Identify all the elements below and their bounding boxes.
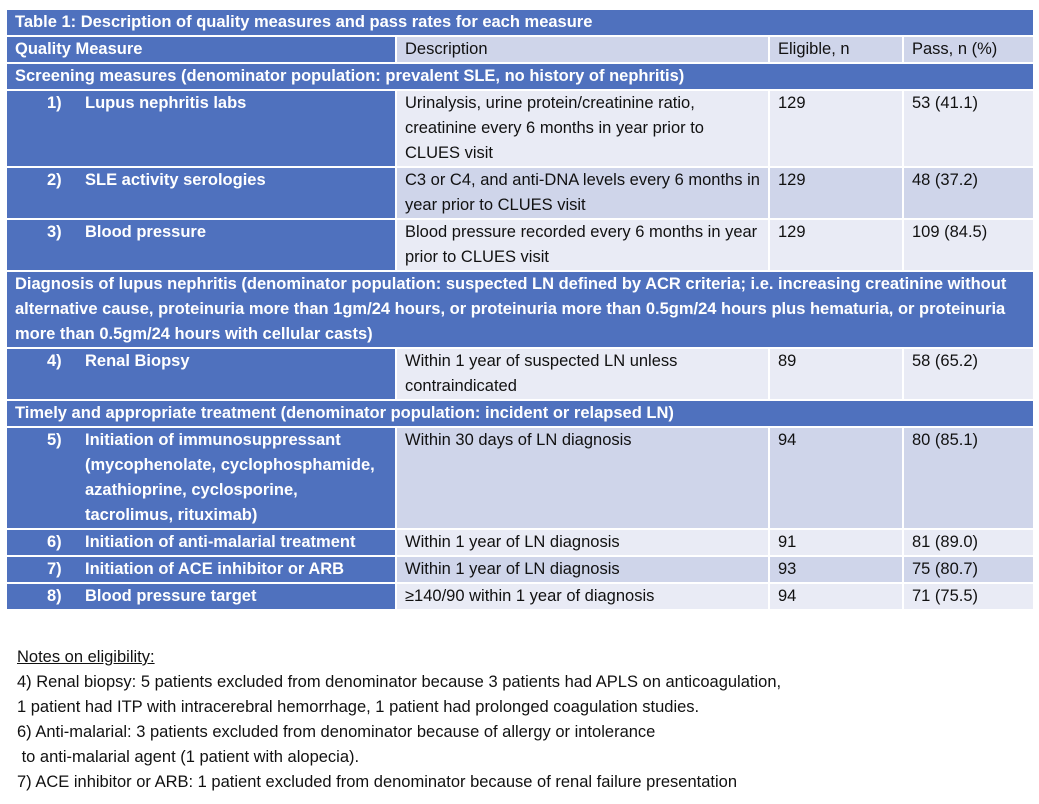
measure-name: Initiation of anti-malarial treatment	[85, 533, 356, 551]
section-header: Timely and appropriate treatment (denominator population: incident or relapsed LN)	[6, 400, 1034, 427]
pass-cell: 48 (37.2)	[903, 167, 1034, 219]
pass-cell: 58 (65.2)	[903, 348, 1034, 400]
note-line: 7) ACE inhibitor or ARB: 1 patient excluded from denominator because of renal failure presentation	[17, 773, 737, 791]
table-row	[6, 556, 1034, 583]
measure-cell	[6, 583, 396, 610]
pass-cell: 75 (80.7)	[903, 556, 1034, 583]
eligible-cell: 93	[769, 556, 903, 583]
measure-name: Initiation of immunosuppressant (mycophenolate, cyclophosphamide, azathioprine, cyclosporine, tacrolimus, rituximab)	[85, 431, 375, 524]
description-cell: Within 30 days of LN diagnosis	[396, 427, 769, 529]
header-quality-measure: Quality Measure	[6, 36, 396, 63]
pass-cell: 80 (85.1)	[903, 427, 1034, 529]
measure-cell	[6, 348, 396, 400]
note-line: 1 patient had ITP with intracerebral hemorrhage, 1 patient had prolonged coagulation studies.	[17, 698, 700, 716]
section-header: Screening measures (denominator population: prevalent SLE, no history of nephritis)	[6, 63, 1034, 90]
measure-cell	[6, 167, 396, 219]
measure-number: 6)	[47, 533, 62, 551]
eligible-cell: 129	[769, 219, 903, 271]
table-row	[6, 529, 1034, 556]
eligible-cell: 94	[769, 427, 903, 529]
measure-number: 3)	[47, 223, 62, 241]
table-row	[6, 427, 1034, 529]
measure-name: Blood pressure	[85, 223, 207, 241]
pass-cell: 81 (89.0)	[903, 529, 1034, 556]
description-cell: Within 1 year of suspected LN unless contraindicated	[396, 348, 769, 400]
pass-cell: 109 (84.5)	[903, 219, 1034, 271]
header-description: Description	[396, 36, 769, 63]
measure-number: 2)	[47, 171, 62, 189]
quality-measures-table	[5, 8, 1035, 611]
eligible-cell: 94	[769, 583, 903, 610]
measure-cell	[6, 219, 396, 271]
measure-cell	[6, 427, 396, 529]
measure-number: 5)	[47, 431, 62, 449]
table-row	[6, 167, 1034, 219]
description-cell: Urinalysis, urine protein/creatinine ratio, creatinine every 6 months in year prior to CLUES visit	[396, 90, 769, 167]
eligible-cell: 89	[769, 348, 903, 400]
measure-name: SLE activity serologies	[85, 171, 266, 189]
measure-number: 7)	[47, 560, 62, 578]
section-header: Diagnosis of lupus nephritis (denominator population: suspected LN defined by ACR criteria; i.e. increasing creatinine without alternative cause, proteinuria more than 1gm/24 hours, or proteinuria more than 0.5gm/24 hours plus hematuria, or proteinuria more than 0.5gm/24 hours with cellular casts)	[6, 271, 1034, 348]
table-title: Table 1: Description of quality measures and pass rates for each measure	[6, 9, 1034, 36]
note-line: to anti-malarial agent (1 patient with alopecia).	[17, 748, 360, 766]
eligible-cell: 129	[769, 90, 903, 167]
table-row	[6, 219, 1034, 271]
header-pass: Pass, n (%)	[903, 36, 1034, 63]
measure-name: Initiation of ACE inhibitor or ARB	[85, 560, 345, 578]
measure-name: Lupus nephritis labs	[85, 94, 247, 112]
description-cell: ≥140/90 within 1 year of diagnosis	[396, 583, 769, 610]
table-row	[6, 90, 1034, 167]
notes-heading: Notes on eligibility:	[17, 648, 155, 666]
measure-number: 8)	[47, 587, 62, 605]
measure-number: 1)	[47, 94, 62, 112]
measure-cell	[6, 529, 396, 556]
header-eligible: Eligible, n	[769, 36, 903, 63]
measure-name: Blood pressure target	[85, 587, 257, 605]
pass-cell: 53 (41.1)	[903, 90, 1034, 167]
measure-name: Renal Biopsy	[85, 352, 190, 370]
eligible-cell: 91	[769, 529, 903, 556]
eligible-cell: 129	[769, 167, 903, 219]
measure-cell	[6, 90, 396, 167]
description-cell: Within 1 year of LN diagnosis	[396, 556, 769, 583]
table-row	[6, 348, 1034, 400]
note-line: 4) Renal biopsy: 5 patients excluded from denominator because 3 patients had APLS on anticoagulation,	[17, 673, 782, 691]
table-row	[6, 583, 1034, 610]
description-cell: Blood pressure recorded every 6 months in year prior to CLUES visit	[396, 219, 769, 271]
notes-section	[17, 645, 781, 795]
note-line: 6) Anti-malarial: 3 patients excluded from denominator because of allergy or intolerance	[17, 723, 656, 741]
pass-cell: 71 (75.5)	[903, 583, 1034, 610]
measure-number: 4)	[47, 352, 62, 370]
description-cell: C3 or C4, and anti-DNA levels every 6 months in year prior to CLUES visit	[396, 167, 769, 219]
measure-cell	[6, 556, 396, 583]
description-cell: Within 1 year of LN diagnosis	[396, 529, 769, 556]
